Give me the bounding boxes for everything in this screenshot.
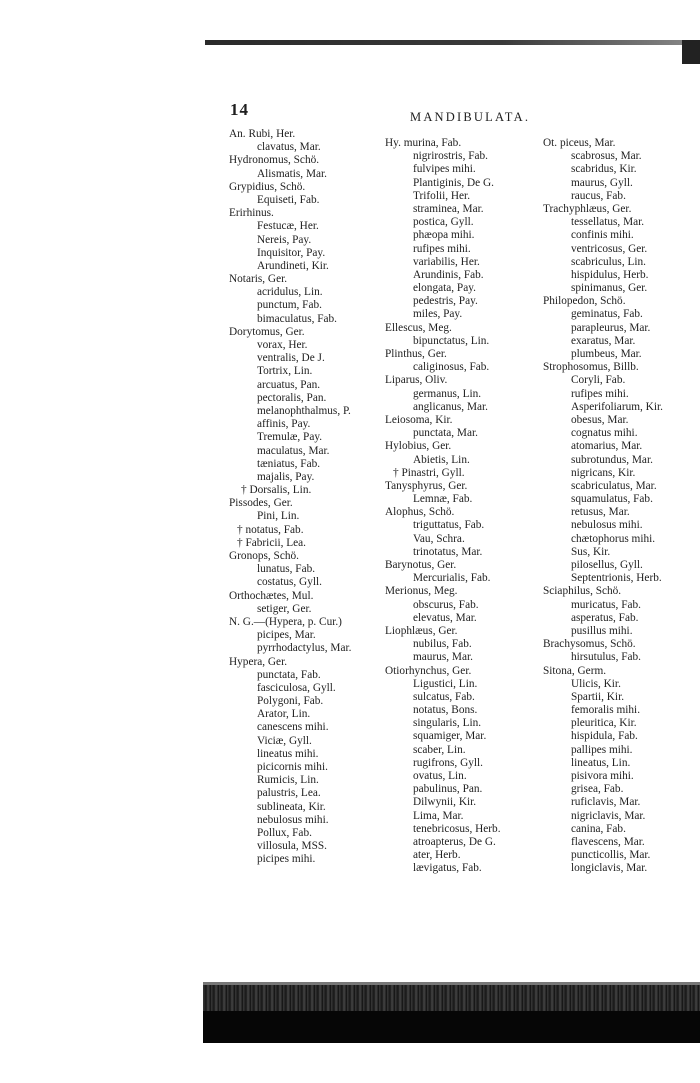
genus-entry: Tanysphyrus, Ger. — [385, 479, 468, 492]
genus-entry: Ot. piceus, Mar. — [543, 137, 616, 149]
genus-entry: Dorytomus, Ger. — [229, 325, 305, 338]
species-entry: ovatus, Lin. — [413, 770, 467, 782]
species-entry: squamiger, Mar. — [413, 730, 487, 743]
species-entry: rufipes mihi. — [413, 242, 471, 255]
species-entry: Arator, Lin. — [257, 708, 311, 721]
species-entry: Viciæ, Gyll. — [257, 734, 312, 747]
species-entry: bimaculatus, Fab. — [257, 312, 338, 325]
species-entry: atroapterus, De G. — [413, 835, 496, 848]
species-entry: Arundineti, Kir. — [257, 259, 329, 272]
column-2 — [385, 137, 501, 876]
genus-entry: Gronops, Schö. — [229, 550, 299, 562]
species-entry: sublineata, Kir. — [257, 800, 326, 813]
species-entry: lineatus mihi. — [257, 747, 319, 760]
species-entry: singularis, Lin. — [413, 717, 482, 730]
species-entry: Sus, Kir. — [571, 545, 611, 558]
species-entry: Septentrionis, Herb. — [571, 572, 662, 585]
species-entry: ater, Herb. — [413, 849, 461, 862]
genus-entry: Erirhinus. — [229, 207, 274, 220]
species-entry: villosula, MSS. — [257, 840, 327, 853]
species-entry: parapleurus, Mar. — [571, 321, 651, 334]
species-entry: tenebricosus, Herb. — [413, 822, 501, 835]
species-entry: chætophorus mihi. — [571, 532, 656, 545]
species-entry: scaber, Lin. — [413, 743, 466, 756]
species-entry: maculatus, Mar. — [257, 444, 330, 457]
species-entry: Tremulæ, Pay. — [257, 431, 323, 444]
species-entry: Tortrix, Lin. — [257, 365, 313, 378]
species-entry: maurus, Gyll. — [571, 176, 633, 189]
species-entry: Lemnæ, Fab. — [413, 493, 473, 506]
species-entry: grisea, Fab. — [571, 783, 624, 796]
species-entry: Nereis, Pay. — [257, 233, 312, 246]
species-entry: ruficlavis, Mar. — [571, 796, 641, 809]
species-entry: plumbeus, Mar. — [571, 348, 642, 360]
genus-entry: Pissodes, Ger. — [229, 497, 293, 510]
species-entry: phæopa mihi. — [413, 229, 475, 242]
species-entry: nubilus, Fab. — [413, 638, 472, 651]
species-entry: elevatus, Mar. — [413, 611, 477, 624]
species-entry: Abietis, Lin. — [413, 453, 470, 466]
species-entry: Coryli, Fab. — [571, 374, 626, 387]
species-entry: hispidula, Fab. — [571, 730, 638, 743]
species-entry: Arundinis, Fab. — [413, 268, 484, 281]
genus-entry: Hypera, Ger. — [229, 655, 288, 668]
species-entry: femoralis mihi. — [571, 704, 641, 717]
page-number: 14 — [230, 100, 249, 119]
column-3 — [543, 137, 663, 876]
genus-entry: Liophlæus, Ger. — [385, 624, 458, 637]
species-entry: obscurus, Fab. — [413, 598, 479, 611]
species-entry: pallipes mihi. — [571, 743, 633, 756]
species-entry: hispidulus, Herb. — [571, 268, 649, 281]
species-entry: squamulatus, Fab. — [571, 493, 653, 506]
genus-entry: Otiorhynchus, Ger. — [385, 664, 472, 677]
genus-entry: Hylobius, Ger. — [385, 440, 452, 453]
species-entry: Polygoni, Fab. — [257, 695, 324, 708]
species-entry: rugifrons, Gyll. — [413, 756, 483, 769]
species-entry: Plantiginis, De G. — [413, 176, 494, 189]
species-entry: pabulinus, Pan. — [413, 783, 483, 796]
species-entry: lineatus, Lin. — [571, 756, 631, 769]
species-entry: Ligustici, Lin. — [413, 677, 478, 690]
genus-entry: Liparus, Oliv. — [385, 374, 448, 387]
species-entry: nigrirostris, Fab. — [413, 150, 488, 163]
species-entry: Vau, Schra. — [413, 532, 465, 545]
species-entry: subrotundus, Mar. — [571, 453, 653, 466]
species-entry: anglicanus, Mar. — [413, 400, 488, 413]
species-entry: † Pinastri, Gyll. — [393, 466, 465, 479]
species-entry: atomarius, Mar. — [571, 440, 643, 453]
species-entry: ventralis, De J. — [257, 352, 325, 365]
species-entry: palustris, Lea. — [257, 787, 321, 800]
species-entry: Asperifoliarum, Kir. — [571, 400, 663, 413]
species-entry: canina, Fab. — [571, 822, 626, 835]
species-entry: pleuritica, Kir. — [571, 717, 637, 730]
species-entry: retusus, Mar. — [571, 506, 630, 519]
species-entry: clavatus, Mar. — [257, 141, 321, 154]
species-entry: † Fabricii, Lea. — [237, 536, 307, 549]
column-1 — [229, 128, 351, 867]
species-entry: postica, Gyll. — [413, 216, 474, 229]
species-entry: caliginosus, Fab. — [413, 361, 490, 374]
species-entry: Alismatis, Mar. — [257, 167, 327, 180]
species-entry: hirsutulus, Fab. — [571, 651, 641, 664]
genus-entry: Merionus, Meg. — [385, 585, 458, 598]
species-entry: maurus, Mar. — [413, 651, 473, 664]
species-entry: nigriclavis, Mar. — [571, 809, 646, 822]
species-entry: setiger, Ger. — [257, 602, 312, 615]
species-entry: Equiseti, Fab. — [257, 193, 320, 206]
species-entry: † notatus, Fab. — [237, 523, 304, 536]
species-entry: lunatus, Fab. — [257, 563, 316, 576]
species-entry: pedestris, Pay. — [413, 295, 478, 308]
species-entry: canescens mihi. — [257, 721, 329, 734]
genus-entry: Hydronomus, Schö. — [229, 154, 320, 167]
genus-entry: Orthochætes, Mul. — [229, 589, 314, 602]
species-entry: variabilis, Her. — [413, 255, 480, 268]
species-entry: triguttatus, Fab. — [413, 519, 485, 532]
species-entry: acridulus, Lin. — [257, 286, 323, 299]
species-entry: flavescens, Mar. — [571, 835, 645, 848]
species-entry: germanus, Lin. — [413, 387, 482, 400]
bottom-scan-texture — [203, 985, 700, 1011]
species-entry: pilosellus, Gyll. — [571, 559, 643, 571]
species-entry: pyrrhodactylus, Mar. — [257, 642, 352, 655]
species-entry: pisivora mihi. — [571, 770, 634, 782]
genus-entry: Ellescus, Meg. — [385, 321, 452, 334]
species-entry: nigricans, Kir. — [571, 466, 636, 479]
species-entry: exaratus, Mar. — [571, 334, 636, 347]
genus-entry: Grypidius, Schö. — [229, 180, 306, 193]
species-entry: picipes mihi. — [257, 853, 316, 866]
species-entry: pectoralis, Pan. — [257, 391, 327, 404]
species-entry: scabrosus, Mar. — [571, 150, 642, 163]
species-entry: Inquisitor, Pay. — [257, 246, 326, 259]
genus-entry: Notaris, Ger. — [229, 273, 288, 286]
species-entry: costatus, Gyll. — [257, 576, 322, 589]
species-entry: confinis mihi. — [571, 229, 634, 242]
species-entry: lævigatus, Fab. — [413, 862, 482, 875]
species-entry: cognatus mihi. — [571, 427, 638, 440]
running-head: MANDIBULATA. — [410, 110, 531, 124]
genus-entry: N. G.—(Hypera, p. Cur.) — [229, 615, 342, 628]
species-entry: fasciculosa, Gyll. — [257, 681, 336, 694]
species-entry: geminatus, Fab. — [571, 308, 643, 321]
species-entry: punctum, Fab. — [257, 299, 322, 312]
species-entry: Pollux, Fab. — [257, 826, 312, 839]
species-entry: Dilwynii, Kir. — [413, 796, 477, 809]
genus-entry: Sitona, Germ. — [543, 664, 607, 677]
species-entry: miles, Pay. — [413, 308, 463, 321]
genus-entry: Barynotus, Ger. — [385, 559, 457, 571]
species-entry: pusillus mihi. — [571, 624, 633, 637]
species-entry: trinotatus, Mar. — [413, 545, 483, 558]
genus-entry: Leiosoma, Kir. — [385, 413, 453, 426]
species-entry: asperatus, Fab. — [571, 611, 639, 624]
species-entry: obesus, Mar. — [571, 413, 629, 426]
genus-entry: Philopedon, Schö. — [543, 295, 626, 308]
species-entry: fulvipes mihi. — [413, 163, 476, 176]
species-entry: longiclavis, Mar. — [571, 862, 648, 875]
species-entry: bipunctatus, Lin. — [413, 334, 490, 347]
species-entry: melanophthalmus, P. — [257, 404, 351, 417]
genus-entry: Trachyphlæus, Ger. — [543, 202, 632, 215]
species-entry: Lima, Mar. — [413, 809, 464, 822]
species-entry: affinis, Pay. — [257, 418, 311, 431]
scan-edge-shadow — [682, 40, 700, 64]
species-entry: puncticollis, Mar. — [571, 849, 651, 862]
species-entry: arcuatus, Pan. — [257, 378, 321, 391]
species-entry: nebulosus mihi. — [257, 813, 329, 826]
species-entry: raucus, Fab. — [571, 189, 626, 202]
species-entry: scabridus, Kir. — [571, 163, 637, 176]
species-entry: rufipes mihi. — [571, 387, 629, 400]
species-entry: sulcatus, Fab. — [413, 690, 475, 703]
species-entry: tæniatus, Fab. — [257, 457, 321, 470]
species-entry: Trifolii, Her. — [413, 189, 471, 202]
species-entry: Rumicis, Lin. — [257, 774, 319, 787]
species-entry: scabriculus, Lin. — [571, 255, 646, 268]
species-entry: Ulicis, Kir. — [571, 677, 621, 690]
species-entry: picicornis mihi. — [257, 761, 328, 773]
genus-entry: Sciaphilus, Schö. — [543, 585, 622, 598]
species-entry: punctata, Fab. — [257, 668, 321, 681]
species-entry: ventricosus, Ger. — [571, 242, 648, 255]
species-entry: vorax, Her. — [257, 339, 308, 351]
species-entry: notatus, Bons. — [413, 704, 478, 717]
species-entry: Festucæ, Her. — [257, 220, 319, 233]
species-entry: Mercurialis, Fab. — [413, 572, 491, 585]
genus-entry: Alophus, Schö. — [385, 506, 455, 519]
genus-entry: Brachysomus, Schö. — [543, 638, 636, 651]
genus-entry: Hy. murina, Fab. — [385, 137, 462, 149]
species-entry: muricatus, Fab. — [571, 598, 641, 611]
species-entry: spinimanus, Ger. — [571, 282, 648, 295]
species-entry: scabriculatus, Mar. — [571, 479, 657, 492]
genus-entry: An. Rubi, Her. — [229, 128, 296, 140]
species-entry: straminea, Mar. — [413, 202, 484, 215]
species-entry: nebulosus mihi. — [571, 519, 643, 532]
top-rule — [205, 40, 700, 45]
species-entry: elongata, Pay. — [413, 282, 476, 295]
species-entry: majalis, Pay. — [257, 470, 315, 483]
genus-entry: Strophosomus, Billb. — [543, 361, 639, 374]
species-entry: picipes, Mar. — [257, 629, 316, 642]
species-entry: Pini, Lin. — [257, 510, 300, 523]
genus-entry: Plinthus, Ger. — [385, 348, 447, 360]
species-entry: Spartii, Kir. — [571, 690, 625, 703]
species-entry: † Dorsalis, Lin. — [241, 484, 312, 497]
species-entry: tessellatus, Mar. — [571, 216, 645, 229]
species-entry: punctata, Mar. — [413, 427, 478, 440]
